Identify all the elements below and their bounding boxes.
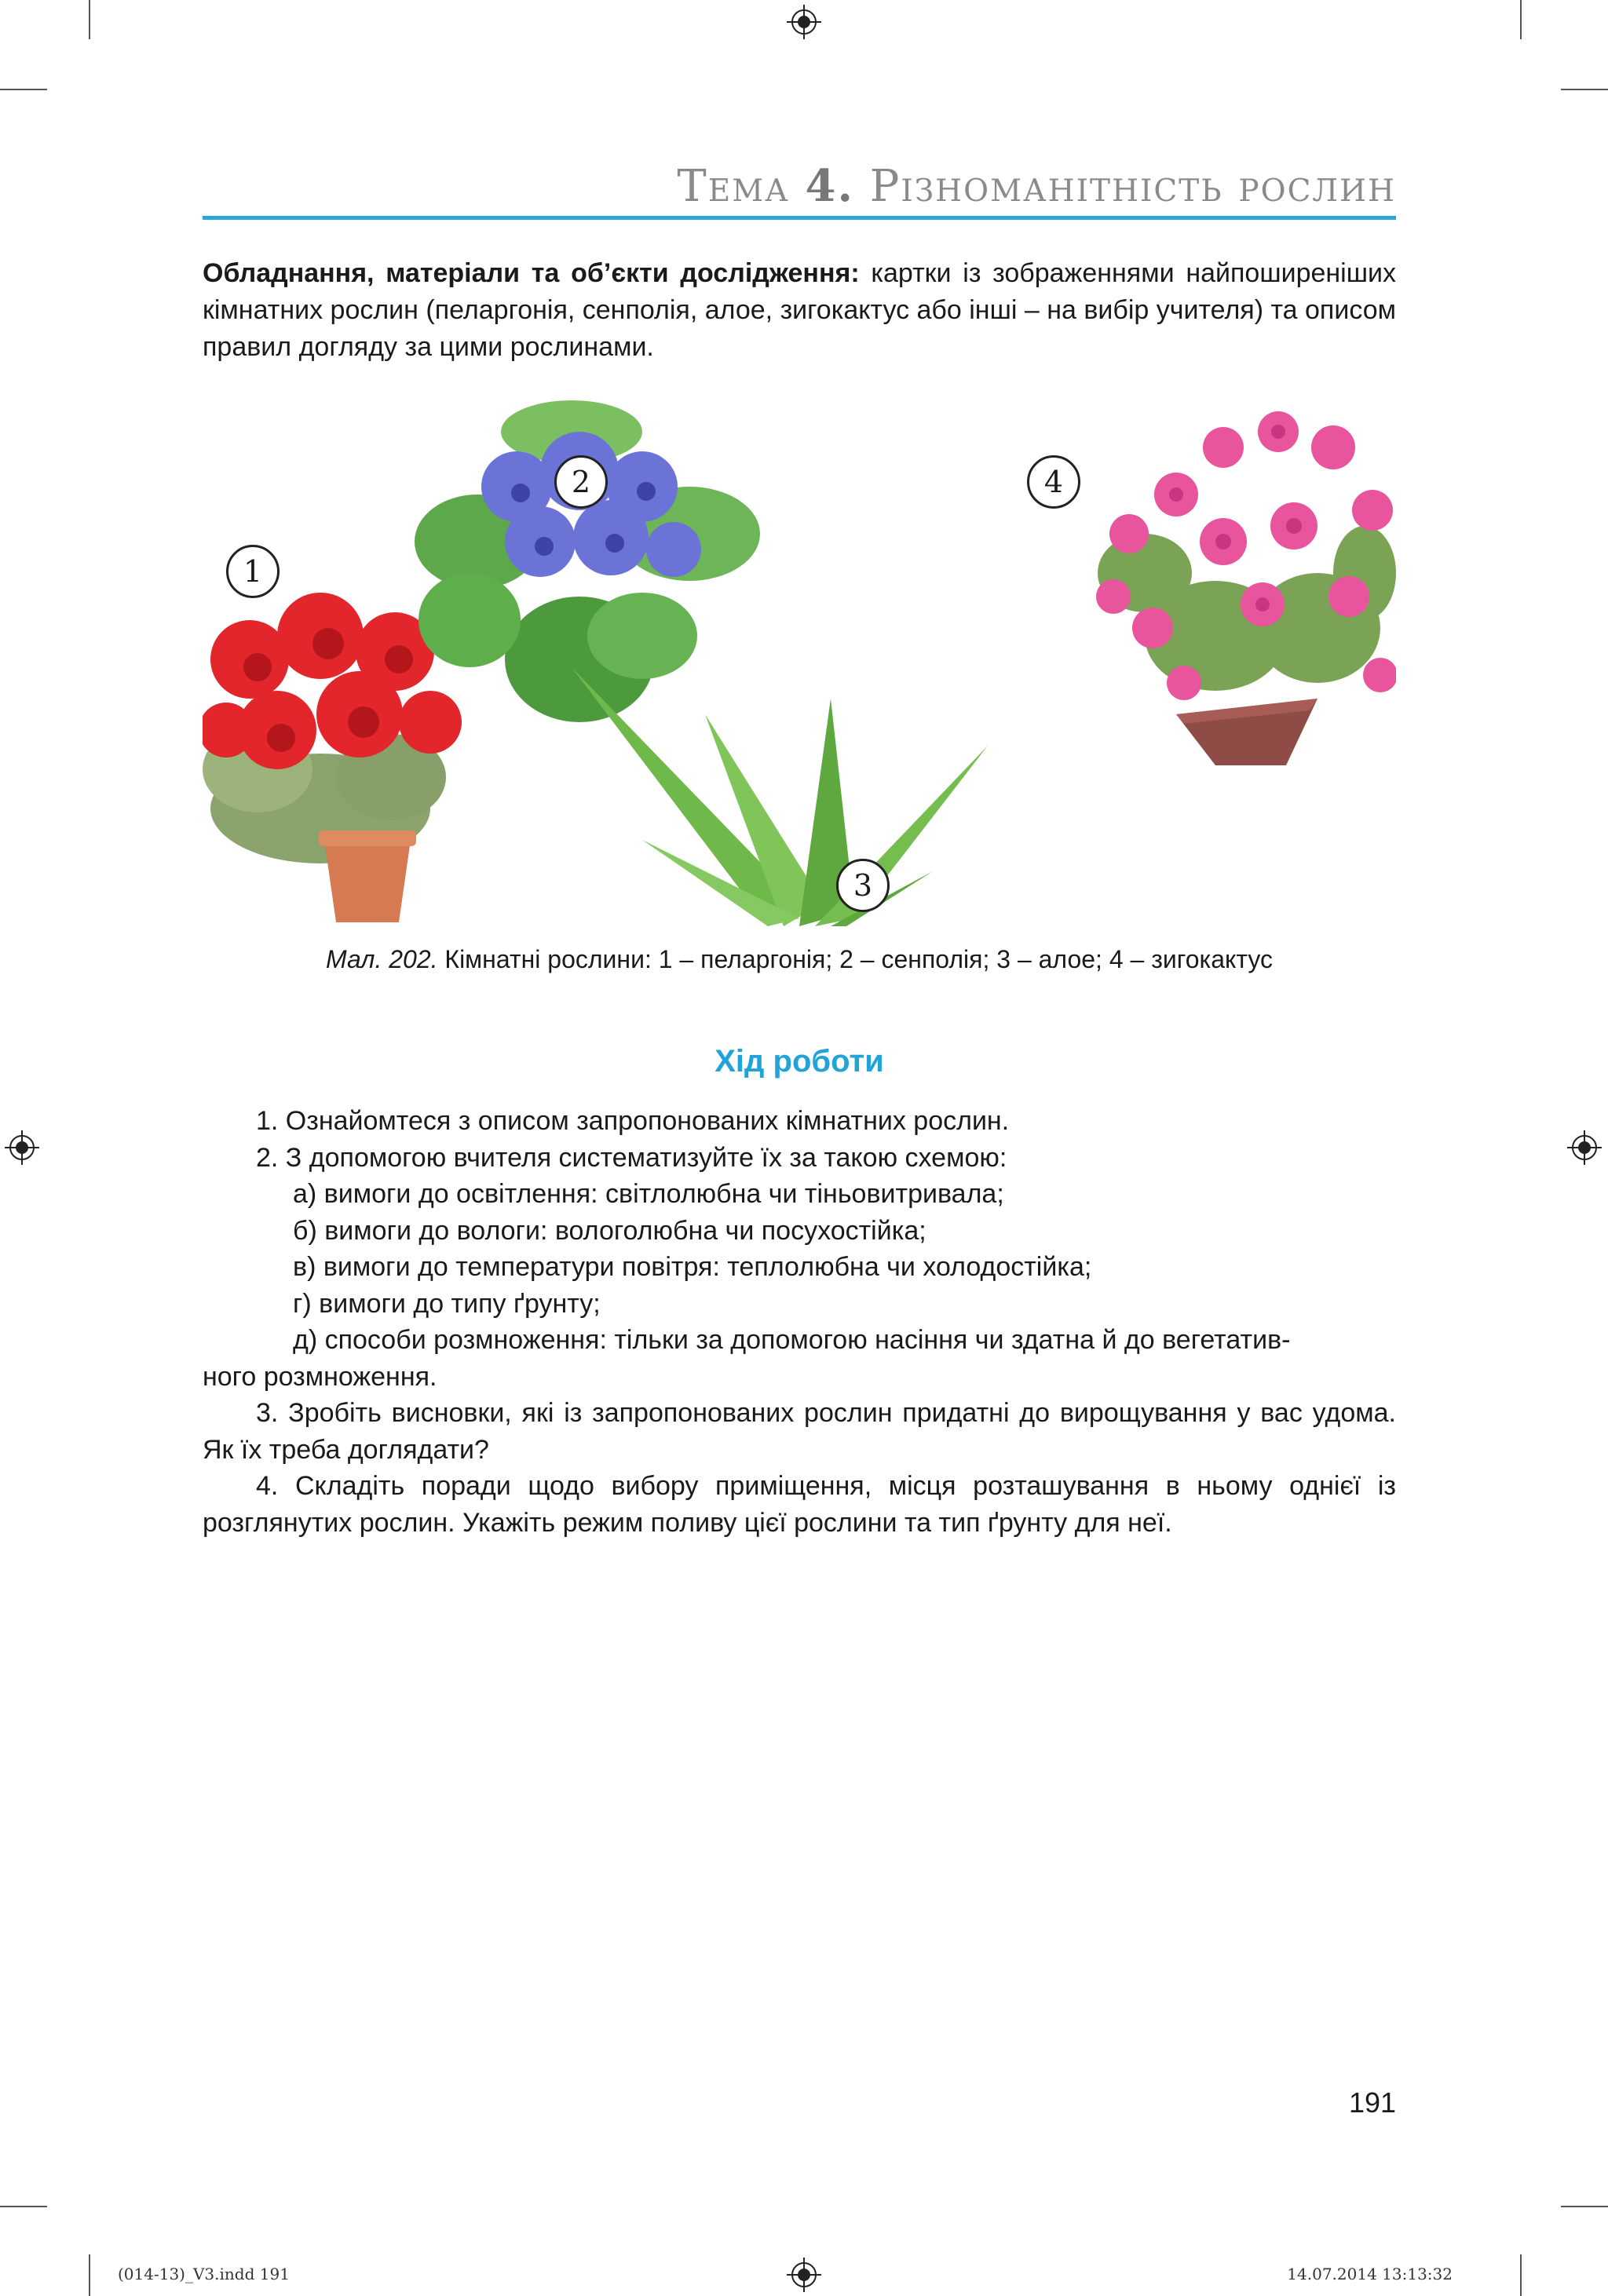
crop-mark [89, 2254, 90, 2296]
step-subitem: б) вимоги до вологи: вологолюбна чи посухостійка; [293, 1215, 926, 1246]
running-header [203, 160, 1396, 220]
step-subitem: г) вимоги до типу ґрунту; [293, 1288, 601, 1319]
step-subitem: в) вимоги до температури повітря: теплолюбна чи холодостійка; [293, 1252, 1092, 1282]
footer-timestamp: 14.07.2014 13:13:32 [1287, 2265, 1453, 2283]
steps-list [203, 1103, 1396, 1541]
crop-mark [89, 0, 90, 39]
equipment-label: Обладнання, матеріали та об’єкти дослідження: [203, 258, 860, 288]
step-subitem-continuation: ного розмноження. [203, 1361, 437, 1392]
header-title: Різноманітність рослин [853, 161, 1396, 212]
registration-mark-icon [5, 1130, 39, 1165]
crop-mark [0, 2206, 47, 2207]
caption-text: Кімнатні рослини: 1 – пеларгонія; 2 – сенполія; 3 – алое; 4 – зигокактус [437, 945, 1274, 973]
figure-plants [203, 400, 1396, 934]
header-prefix: Тема [677, 161, 806, 212]
figure-label-4: 4 [1027, 455, 1080, 509]
crop-mark [1520, 2254, 1522, 2296]
figure-label-2: 2 [554, 455, 608, 509]
section-title: Хід роботи [714, 1044, 884, 1079]
zygocactus-image [1096, 411, 1396, 765]
page-number: 191 [1349, 2086, 1397, 2119]
step-item: 4. Складіть поради щодо вибору приміщення, місця розташування в ньому однієї із розглянутих рослин. Укажіть режим поливу цієї рослини та тип ґрунту для неї. [203, 1471, 1396, 1538]
header-rule [203, 216, 1396, 220]
registration-mark-icon [787, 5, 821, 39]
equipment-text: картки із зображеннями найпоширеніших кімнатних рослин (пеларгонія, сенполія, алое, зигокактус або інші – на вибір учителя) та описом правил догляду за цими рослинами. [203, 258, 1397, 362]
crop-mark [1561, 2206, 1608, 2207]
pelargonium-image [203, 593, 462, 922]
header-number: 4. [805, 160, 854, 212]
figure-caption [203, 945, 1396, 974]
equipment-paragraph [203, 255, 1396, 366]
header-text [677, 160, 1396, 212]
crop-mark [1520, 0, 1522, 39]
step-subitem: а) вимоги до освітлення: світлолюбна чи тіньовитривала; [293, 1179, 1004, 1209]
step-item: 1. Ознайомтеся з описом запропонованих кімнатних рослин. [256, 1106, 1010, 1136]
footer-file-info: (014-13)_V3.indd 191 [118, 2265, 290, 2283]
plants-illustration [203, 400, 1396, 934]
step-item: 3. Зробіть висновки, які із запропонованих рослин придатні до вирощування у вас удома. Як їх треба доглядати? [203, 1398, 1396, 1465]
registration-mark-icon [1567, 1130, 1602, 1165]
crop-mark [0, 89, 47, 90]
aloe-image [572, 667, 988, 926]
saintpaulia-image [415, 400, 760, 722]
step-subitem: д) способи розмноження: тільки за допомогою насіння чи здатна й до вегетатив- [293, 1325, 1291, 1355]
figure-label-1: 1 [226, 545, 280, 598]
caption-ref: Мал. 202. [325, 945, 438, 973]
crop-mark [1561, 89, 1608, 90]
figure-label-3: 3 [836, 859, 890, 912]
step-item: 2. З допомогою вчителя систематизуйте їх за такою схемою: [256, 1142, 1007, 1173]
registration-mark-icon [787, 2258, 821, 2292]
